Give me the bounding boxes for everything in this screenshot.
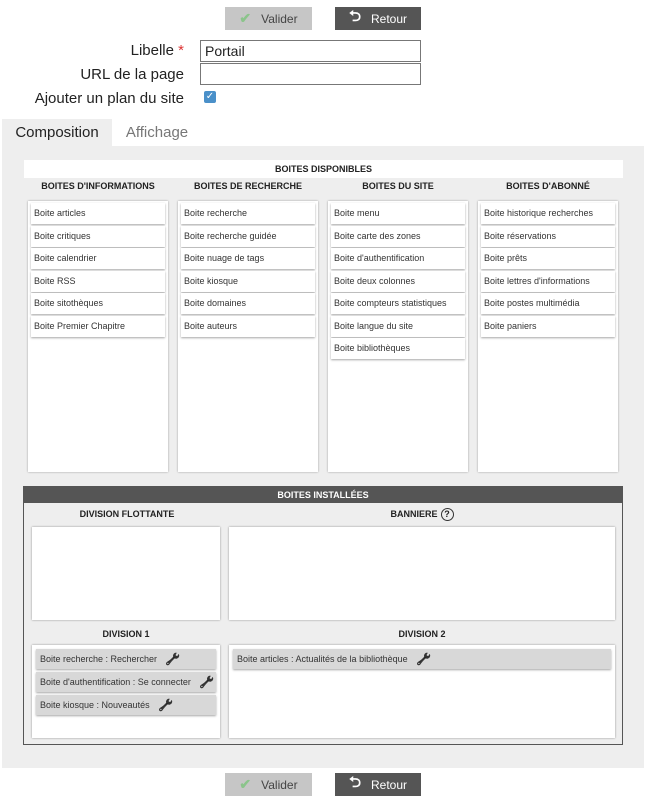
available-box-item[interactable]: Boite compteurs statistiques [331,293,465,314]
available-box-item[interactable]: Boite paniers [481,316,615,337]
libelle-label-text: Libelle [130,42,174,59]
check-icon: ✔ [239,776,252,792]
available-box-item[interactable]: Boite carte des zones [331,226,465,247]
wrench-icon[interactable]: 🔧 [158,697,173,713]
bottom-actions [0,773,646,797]
division1-label: DIVISION 1 [102,629,150,639]
back-arrow-icon: ⮌ [348,774,361,791]
valider-button-bottom[interactable] [225,773,312,796]
division2-title [229,627,615,641]
checkmark-icon: ✓ [205,91,215,102]
installed-box-label: Boite articles : Actualités de la bibliothèque [237,654,408,664]
check-icon: ✔ [239,10,252,26]
libelle-input[interactable] [200,40,421,62]
composition-panel [2,146,644,768]
wrench-icon[interactable]: 🔧 [165,651,180,667]
libelle-label [131,42,184,59]
available-box-item[interactable]: Boite articles [31,203,165,224]
available-box-item[interactable]: Boite bibliothèques [331,338,465,359]
available-box-item[interactable]: Boite sitothèques [31,293,165,314]
installed-box-item[interactable] [36,695,216,715]
tab-composition[interactable]: Composition [2,119,112,146]
available-box-item[interactable]: Boite kiosque [181,271,315,292]
division1-zone[interactable] [32,645,220,738]
banniere-zone[interactable] [229,527,615,620]
valider-button-top[interactable] [225,7,312,30]
installed-box-item[interactable] [233,649,611,669]
installed-box-item[interactable] [36,649,216,669]
available-boxes-title: BOITES DISPONIBLES [24,160,623,178]
division1-title [32,627,220,641]
available-box-item[interactable]: Boite menu [331,203,465,224]
available-box-item[interactable]: Boite recherche [181,203,315,224]
back-arrow-icon: ⮌ [348,8,361,25]
available-box-item[interactable]: Boite RSS [31,271,165,292]
plan-label: Ajouter un plan du site [34,90,184,107]
col-title-site: BOITES DU SITE [362,181,434,191]
installed-box-label: Boite recherche : Rechercher [40,654,158,664]
valider-label: Valider [261,11,298,26]
banniere-title [229,506,615,522]
tab-affichage[interactable]: Affichage [125,124,189,141]
retour-button-top[interactable] [335,7,421,30]
division-flottante-zone[interactable] [32,527,220,620]
available-box-item[interactable]: Boite langue du site [331,316,465,337]
installed-boxes [23,486,623,745]
plan-checkbox[interactable] [204,91,216,103]
column-informations [28,201,168,472]
wrench-icon[interactable]: 🔧 [416,651,431,667]
col-title-informations: BOITES D'INFORMATIONS [41,181,155,191]
division-flottante-label: DIVISION FLOTTANTE [79,509,175,519]
wrench-icon[interactable]: 🔧 [199,674,214,690]
installed-box-label: Boite kiosque : Nouveautés [40,700,150,710]
available-box-item[interactable]: Boite nuage de tags [181,248,315,269]
available-box-item[interactable]: Boite auteurs [181,316,315,337]
top-actions [0,7,646,31]
available-box-item[interactable]: Boite critiques [31,226,165,247]
col-title-recherche: BOITES DE RECHERCHE [193,181,302,191]
valider-label: Valider [261,777,298,792]
url-label: URL de la page [80,66,184,83]
division-flottante-title [32,507,222,521]
retour-button-bottom[interactable] [335,773,421,796]
available-box-item[interactable]: Boite lettres d'informations [481,271,615,292]
available-box-item[interactable]: Boite Premier Chapitre [31,316,165,337]
column-recherche [178,201,318,472]
available-box-item[interactable]: Boite deux colonnes [331,271,465,292]
column-site [328,201,468,472]
available-box-item[interactable]: Boite prêts [481,248,615,269]
available-box-item[interactable]: Boite domaines [181,293,315,314]
available-box-item[interactable]: Boite historique recherches [481,203,615,224]
retour-label: Retour [370,777,408,792]
col-title-abonne: BOITES D'ABONNÉ [506,181,590,191]
retour-label: Retour [370,11,408,26]
banniere-label: BANNIERE [390,509,438,519]
required-marker: * [178,42,184,59]
available-box-item[interactable]: Boite d'authentification [331,248,465,269]
help-icon[interactable]: ? [441,508,454,521]
column-abonne [478,201,618,472]
available-box-item[interactable]: Boite postes multimédia [481,293,615,314]
url-input[interactable] [200,63,421,85]
available-box-item[interactable]: Boite réservations [481,226,615,247]
installed-boxes-title: BOITES INSTALLÉES [24,487,622,503]
installed-box-label: Boite d'authentification : Se connecter [40,677,191,687]
division2-zone[interactable] [229,645,615,738]
available-box-item[interactable]: Boite calendrier [31,248,165,269]
division2-label: DIVISION 2 [398,629,446,639]
available-box-item[interactable]: Boite recherche guidée [181,226,315,247]
installed-box-item[interactable] [36,672,216,692]
